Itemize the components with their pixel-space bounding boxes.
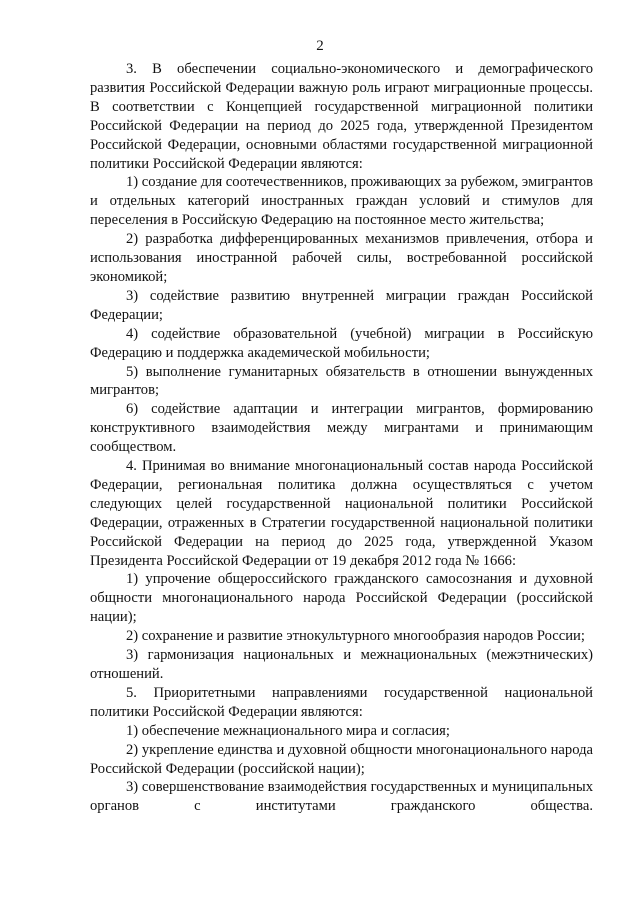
list-item-4-1: 1) упрочение общероссийского гражданского самосознания и духовной общности многонационального народа Российской Федерации (российской нации); — [90, 571, 593, 626]
list-item-3-2: 2) разработка дифференцированных механизмов привлечения, отбора и использования иностранной рабочей силы, востребованной российской экономикой; — [90, 231, 593, 285]
paragraph-5-intro: 5. Приоритетными направлениями государственной национальной политики Российской Федерации являются: — [90, 684, 593, 720]
list-item-3-5: 5) выполнение гуманитарных обязательств в отношении вынужденных мигрантов; — [90, 363, 593, 399]
list-item-3-4: 4) содействие образовательной (учебной) миграции в Российскую Федерацию и поддержка академической мобильности; — [90, 325, 593, 361]
page-body — [90, 60, 593, 816]
paragraph-4-intro: 4. Принимая во внимание многонациональный состав народа Российской Федерации, региональная политика должна осуществляться с учетом следующих целей государственной национальной политики Российской Федерации, отраженных в Стратегии государственной национальной политики Российской Федерации на период до 2025 года, утвержденной Указом Президента Российской Федерации от 19 декабря 2012 года № 1666: — [90, 458, 593, 569]
list-item-4-2: 2) сохранение и развитие этнокультурного многообразия народов России; — [126, 628, 585, 645]
list-item-3-6: 6) содействие адаптации и интеграции мигрантов, формированию конструктивного взаимодействия между мигрантами и принимающим сообществом. — [90, 401, 593, 456]
list-item-5-2: 2) укрепление единства и духовной общности многонационального народа Российской Федерации (российской нации); — [90, 741, 593, 777]
list-item-3-3: 3) содействие развитию внутренней миграции граждан Российской Федерации; — [90, 287, 593, 323]
list-item-5-3: 3) совершенствование взаимодействия государственных и муниципальных органов с институтами гражданского общества. — [90, 779, 593, 815]
page-number: 2 — [316, 38, 324, 54]
list-item-3-1: 1) создание для соотечественников, проживающих за рубежом, эмигрантов и отдельных категорий иностранных граждан условий и стимулов для переселения в Российскую Федерацию на постоянное место жительства; — [90, 174, 593, 229]
paragraph-3-intro: 3. В обеспечении социально-экономического и демографического развития Российской Федерации важную роль играют миграционные процессы. В соответствии с Концепцией государственной миграционной политики Российской Федерации на период до 2025 года, утвержденной Президентом Российской Федерации, основными областями государственной миграционной политики Российской Федерации являются: — [90, 61, 593, 172]
list-item-4-3: 3) гармонизация национальных и межнациональных (межэтнических) отношений. — [90, 647, 593, 682]
list-item-5-1: 1) обеспечение межнационального мира и согласия; — [126, 722, 450, 739]
